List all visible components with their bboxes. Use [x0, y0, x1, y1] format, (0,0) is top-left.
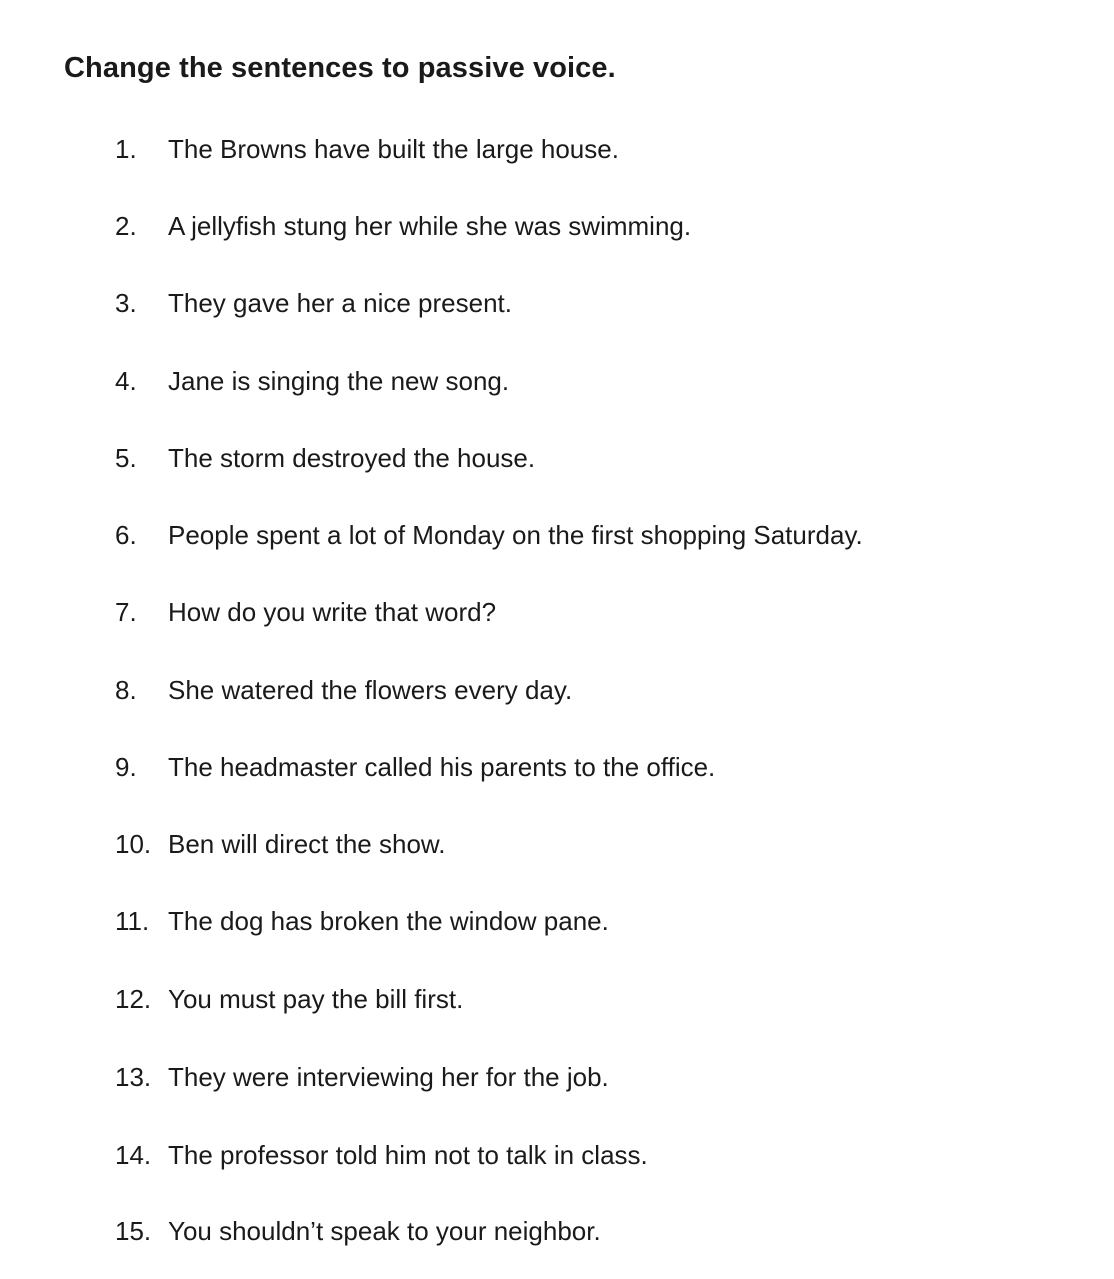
- item-sentence: You must pay the bill first.: [168, 984, 464, 1014]
- item-number: 11.: [115, 906, 150, 936]
- exercise-item-8: [115, 674, 572, 706]
- exercise-item-11: [115, 905, 609, 937]
- item-number: 5.: [115, 443, 137, 473]
- item-number: 10.: [115, 829, 152, 859]
- exercise-item-12: [115, 983, 463, 1015]
- item-sentence: The professor told him not to talk in class.: [168, 1140, 648, 1170]
- exercise-item-10: [115, 828, 445, 860]
- exercise-item-9: [115, 751, 715, 783]
- item-sentence: Jane is singing the new song.: [168, 366, 510, 396]
- item-number: 9.: [115, 752, 137, 782]
- item-number: 1.: [115, 134, 137, 164]
- item-sentence: The dog has broken the window pane.: [168, 906, 609, 936]
- item-sentence: The Browns have built the large house.: [168, 134, 619, 164]
- item-number: 4.: [115, 366, 137, 396]
- item-sentence: The storm destroyed the house.: [168, 443, 536, 473]
- item-number: 13.: [115, 1062, 152, 1092]
- item-sentence: She watered the flowers every day.: [168, 675, 573, 705]
- item-sentence: A jellyfish stung her while she was swimming.: [168, 211, 692, 241]
- exercise-item-15: [115, 1215, 601, 1247]
- item-number: 6.: [115, 520, 137, 550]
- exercise-item-3: [115, 287, 512, 319]
- worksheet-title: Change the sentences to passive voice.: [64, 52, 616, 84]
- item-number: 7.: [115, 597, 137, 627]
- item-sentence: People spent a lot of Monday on the first shopping Saturday.: [168, 520, 863, 550]
- exercise-item-7: [115, 596, 496, 628]
- item-number: 2.: [115, 211, 137, 241]
- exercise-item-5: [115, 442, 535, 474]
- item-sentence: The headmaster called his parents to the office.: [168, 752, 716, 782]
- item-sentence: Ben will direct the show.: [168, 829, 446, 859]
- item-number: 14.: [115, 1140, 152, 1170]
- exercise-item-2: [115, 210, 691, 242]
- item-number: 8.: [115, 675, 137, 705]
- exercise-item-4: [115, 365, 509, 397]
- exercise-item-13: [115, 1061, 609, 1093]
- item-sentence: How do you write that word?: [168, 597, 497, 627]
- item-number: 15.: [115, 1216, 152, 1246]
- item-sentence: They were interviewing her for the job.: [168, 1062, 609, 1092]
- exercise-item-14: [115, 1139, 648, 1171]
- exercise-item-1: [115, 133, 619, 165]
- item-number: 3.: [115, 288, 137, 318]
- item-sentence: You shouldn’t speak to your neighbor.: [168, 1216, 601, 1246]
- exercise-item-6: [115, 519, 863, 551]
- item-number: 12.: [115, 984, 152, 1014]
- item-sentence: They gave her a nice present.: [168, 288, 512, 318]
